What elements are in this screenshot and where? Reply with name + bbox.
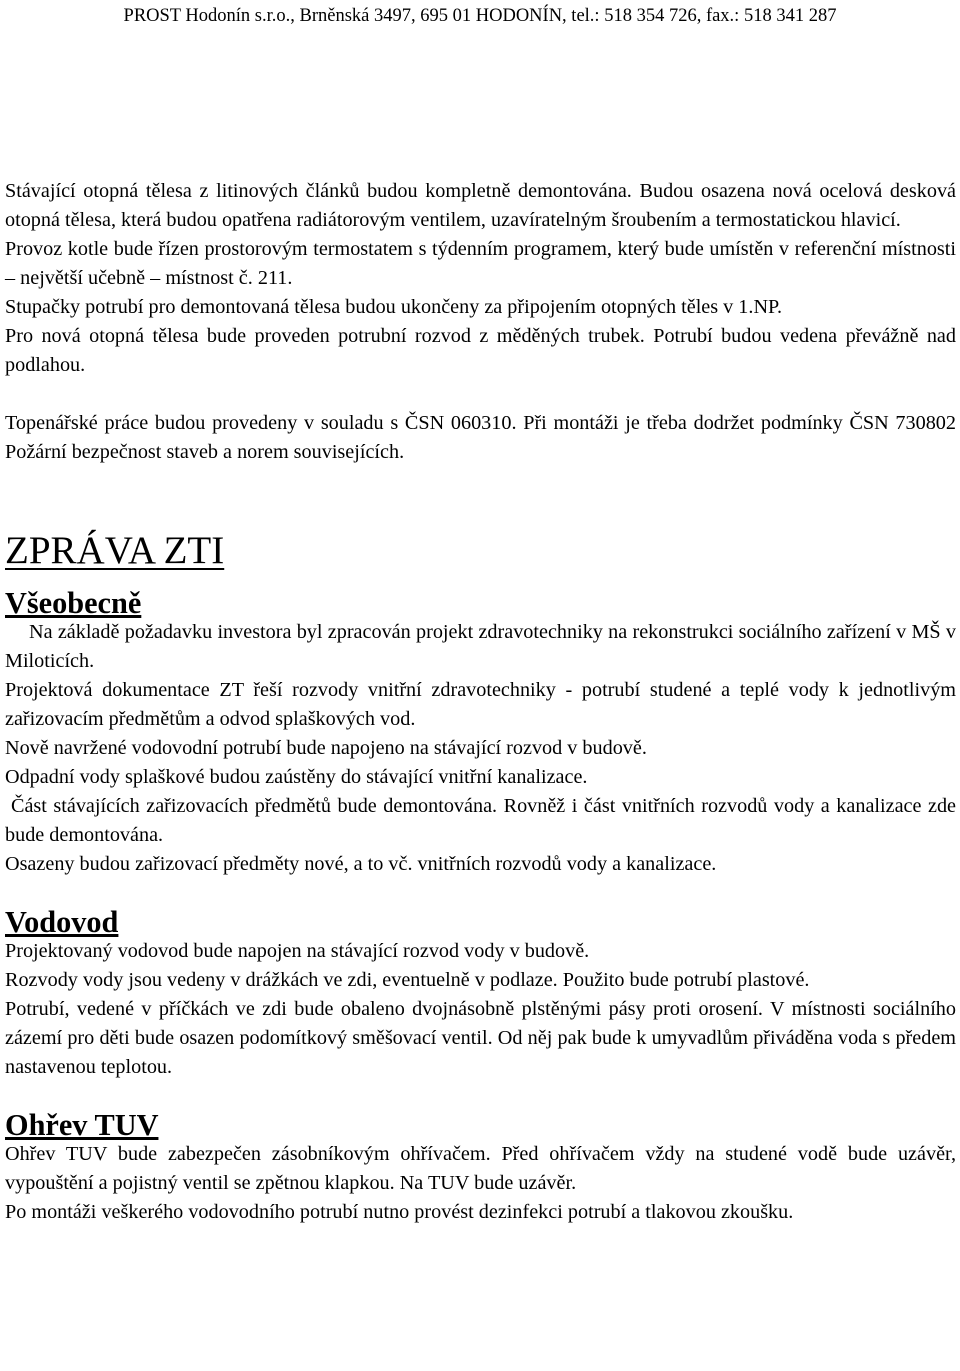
standards-paragraph: Topenářské práce budou provedeny v souladu s ČSN 060310. Při montáži je třeba dodržet podmínky ČSN 730802 Požární bezpečnost staveb a norem souvisejících. [5,412,956,463]
water-paragraph: Potrubí, vedené v příčkách ve zdi bude obaleno dvojnásobně plstěnými pásy proti orosení. V místnosti sociálního zázemí pro děti bude osazen podomítkový směšovací ventil. Od něj pak bude k umyvadlům přiváděna voda s předem nastavenou teplotou. [5,998,956,1078]
document-body [5,177,956,1227]
general-paragraph: Část stávajících zařizovacích předmětů bude demontována. Rovněž i část vnitřních rozvodů vody a kanalizace zde bude demontována. [5,795,956,846]
general-paragraph: Projektová dokumentace ZT řeší rozvody vnitřní zdravotechniky - potrubí studené a teplé vody k jednotlivým zařizovacím předmětům a odvod splaškových vod. [5,679,956,730]
spacer [5,879,956,908]
heating-paragraph: Stupačky potrubí pro demontovaná tělesa budou ukončeny za připojením otopných těles v 1.NP. [5,296,783,318]
heating-paragraph: Provoz kotle bude řízen prostorovým termostatem s týdenním programem, který bude umístěn v referenční místnosti – největší učebně – místnost č. 211. [5,238,956,289]
water-subsection [5,905,956,1082]
section-heading-general: Všeobecně [5,586,142,620]
general-paragraph: Osazeny budou zařizovací předměty nové, a to vč. vnitřních rozvodů vody a kanalizace. [5,853,717,875]
hot-water-paragraph: Po montáži veškerého vodovodního potrubí nutno provést dezinfekci potrubí a tlakovou zkoušku. [5,1201,794,1223]
section-heading-hot-water: Ohřev TUV [5,1108,159,1142]
page-header [0,5,960,27]
general-paragraph: Odpadní vody splaškové budou zaústěny do stávající vnitřní kanalizace. [5,766,588,788]
water-paragraph: Projektovaný vodovod bude napojen na stávající rozvod vody v budově. [5,940,590,962]
hot-water-subsection [5,1108,956,1227]
water-paragraph: Rozvody vody jsou vedeny v drážkách ve zdi, eventuelně v podlaze. Použito bude potrubí plastové. [5,969,810,991]
general-paragraph: Na základě požadavku investora byl zpracován projekt zdravotechniky na rekonstrukci sociálního zařízení v MŠ v Miloticích. [5,621,956,672]
zti-report-section [5,527,956,1227]
heating-paragraph: Pro nová otopná tělesa bude proveden potrubní rozvod z měděných trubek. Potrubí budou vedena převážně nad podlahou. [5,325,956,376]
report-title: ZPRÁVA ZTI [5,529,225,572]
section-heading-water: Vodovod [5,905,119,939]
general-paragraph: Nově navržené vodovodní potrubí bude napojeno na stávající rozvod v budově. [5,737,647,759]
company-contact-line: PROST Hodonín s.r.o., Brněnská 3497, 695 01 HODONÍN, tel.: 518 354 726, fax.: 518 341 287 [123,6,837,26]
hot-water-paragraph: Ohřev TUV bude zabezpečen zásobníkovým ohřívačem. Před ohřívačem vždy na studené vodě bude uzávěr, vypouštění a pojistný ventil se zpětnou klapkou. Na TUV bude uzávěr. [5,1143,956,1194]
heating-section [5,177,956,467]
general-subsection [5,586,956,879]
spacer [5,1082,956,1111]
spacer [5,380,956,409]
heating-paragraph: Stávající otopná tělesa z litinových článků budou kompletně demontována. Budou osazena nová ocelová desková otopná tělesa, která budou opatřena radiátorovým ventilem, uzavíratelným šroubením a termostatickou hlavicí. [5,180,956,231]
spacer [5,467,956,527]
